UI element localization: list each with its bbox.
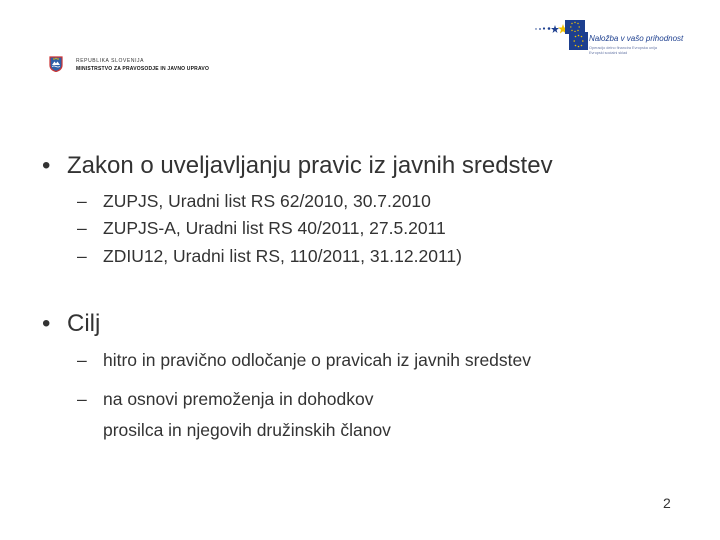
stars-trail-icon [533,23,569,35]
sub-item-text: na osnovi premoženja in dohodkov [103,389,374,409]
bullet-text: Zakon o uveljavljanju pravic iz javnih sredstev [67,152,553,179]
page-number: 2 [663,495,671,511]
gov-name: REPUBLIKA SLOVENIJA [76,58,145,64]
sub-item-goal-2-continuation: prosilca in njegovih družinskih članov [103,420,391,440]
eu-logo [533,18,693,68]
eu-subtext [589,46,691,56]
sub-item-text: hitro in pravično odločanje o pravicah iz javnih sredstev [103,350,532,370]
eu-subtext-line2: Evropski socialni sklad [589,51,628,55]
ministry-name: MINISTRSTVO ZA PRAVOSODJE IN JAVNO UPRAVO [76,66,210,72]
dash-glyph: – [77,350,87,370]
dash-glyph: – [77,218,87,238]
sub-item-text: ZUPJS-A, Uradni list RS 40/2011, 27.5.2011 [103,218,446,238]
eu-slogan: Naložba v vašo prihodnost [589,34,684,43]
eu-flag-secondary-icon [569,32,588,50]
bullet-glyph: • [42,310,51,337]
dash-glyph: – [77,246,87,266]
slovenia-crest-icon [49,56,63,72]
sub-item-text: ZUPJS, Uradni list RS 62/2010, 30.7.2010 [103,191,431,211]
eu-subtext-line1: Operacijo delno financira Evropska unija [589,46,657,50]
bullet-glyph: • [42,152,51,179]
dash-glyph: – [77,191,87,211]
bullet-text: Cilj [67,310,101,337]
dash-glyph: – [77,389,87,409]
sub-item-text: ZDIU12, Uradni list RS, 110/2011, 31.12.2011) [103,246,462,266]
